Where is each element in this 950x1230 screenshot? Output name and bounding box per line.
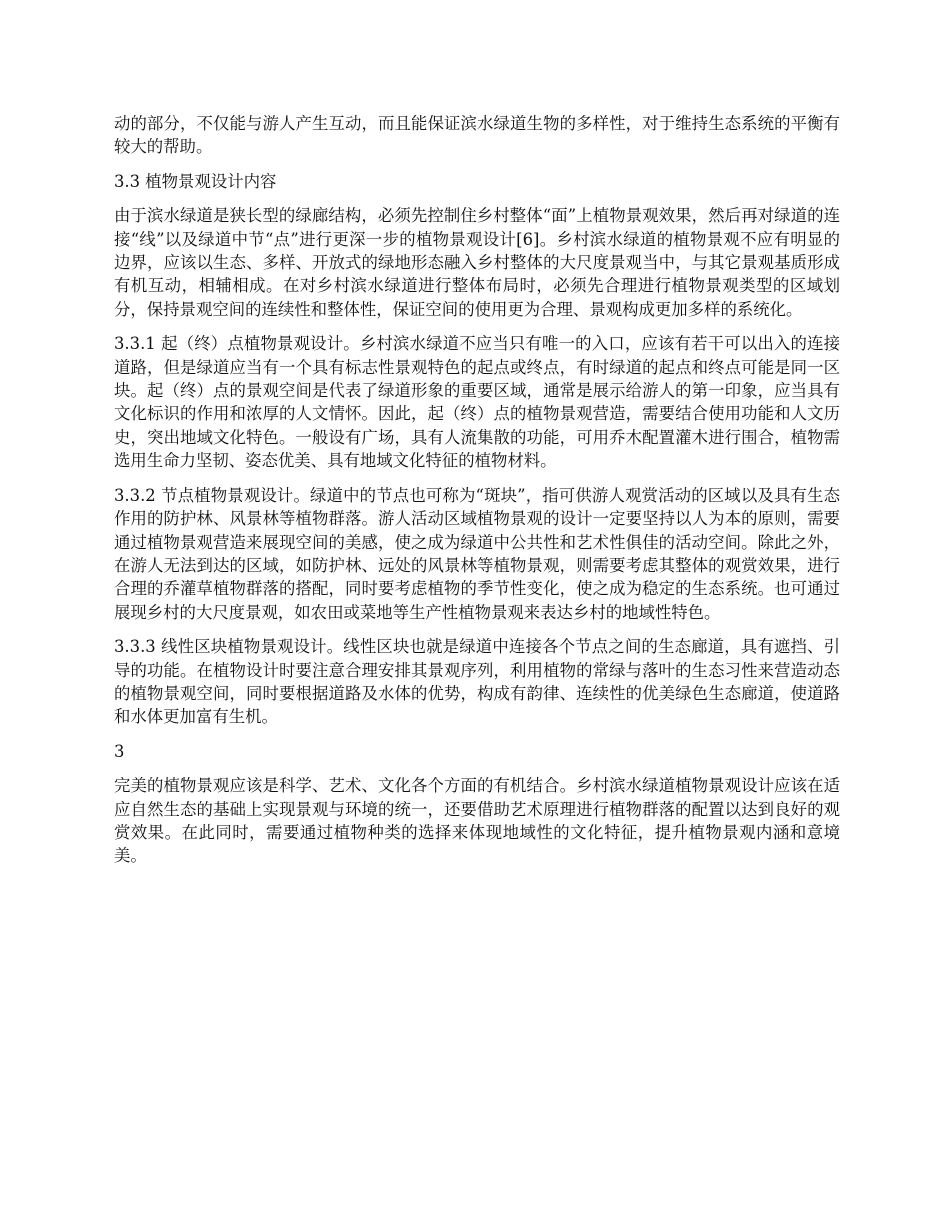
paragraph-conclusion: 完美的植物景观应该是科学、艺术、文化各个方面的有机结合。乡村滨水绿道植物景观设计应该在适应自然生态的基础上实现景观与环境的统一，还要借助艺术原理进行植物群落的配置以达到良好的观赏效果。在此同时，需要通过植物种类的选择来体现地域性的文化特征，提升植物景观内涵和意境美。 xyxy=(114,776,840,866)
section-heading-3-3: 3.3 植物景观设计内容 xyxy=(114,171,277,191)
paragraph-continuation: 动的部分，不仅能与游人产生互动，而且能保证滨水绿道生物的多样性，对于维持生态系统的平衡有较大的帮助。 xyxy=(114,114,840,157)
paragraph-3-3-3-linear-block: 3.3.3 线性区块植物景观设计。线性区块也就是绿道中连接各个节点之间的生态廊道，具有遮挡、引导的功能。在植物设计时要注意合理安排其景观序列，利用植物的常绿与落叶的生态习性来营造动态的植物景观空间，同时要根据道路及水体的优势，构成有韵律、连续性的优美绿色生态廊道，使道路和水体更加富有生机。 xyxy=(114,637,840,727)
paragraph-3-3-1-start-end-point: 3.3.1 起（终）点植物景观设计。乡村滨水绿道不应当只有唯一的入口，应该有若干可以出入的连接道路，但是绿道应当有一个具有标志性景观特色的起点或终点，有时绿道的起点和终点可能是同一区块。起（终）点的景观空间是代表了绿道形象的重要区域，通常是展示给游人的第一印象，应当具有文化标识的作用和浓厚的人文情怀。因此，起（终）点的植物景观营造，需要结合使用功能和人文历史，突出地域文化特色。一般设有广场，具有人流集散的功能，可用乔木配置灌木进行围合，植物需选用生命力坚韧、姿态优美、具有地域文化特征的植物材料。 xyxy=(114,334,840,471)
paragraph-3-3-2-node: 3.3.2 节点植物景观设计。绿道中的节点也可称为“斑块”，指可供游人观赏活动的区域以及具有生态作用的防护林、风景林等植物群落。游人活动区域植物景观的设计一定要坚持以人为本的原则，需要通过植物景观营造来展现空间的美感，使之成为绿道中公共性和艺术性俱佳的活动空间。除此之外，在游人无法到达的区域，如防护林、远处的风景林等植物景观，则需要考虑其整体的观赏效果，进行合理的乔灌草植物群落的搭配，同时要考虑植物的季节性变化，使之成为稳定的生态系统。也可通过展现乡村的大尺度景观，如农田或菜地等生产性植物景观来表达乡村的地域性特色。 xyxy=(114,485,840,622)
section-heading-3: 3 xyxy=(114,741,125,761)
paragraph-design-content: 由于滨水绿道是狭长型的绿廊结构，必须先控制住乡村整体“面”上植物景观效果，然后再对绿道的连接“线”以及绿道中节“点”进行更深一步的植物景观设计[6]。乡村滨水绿道的植物景观不应有明显的边界，应该以生态、多样、开放式的绿地形态融入乡村整体的大尺度景观当中，与其它景观基质形成有机互动，相辅相成。在对乡村滨水绿道进行整体布局时，必须先合理进行植物景观类型的区域划分，保持景观空间的连续性和整体性，保证空间的使用更为合理、景观构成更加多样的系统化。 xyxy=(114,206,840,319)
document-page xyxy=(114,112,840,879)
